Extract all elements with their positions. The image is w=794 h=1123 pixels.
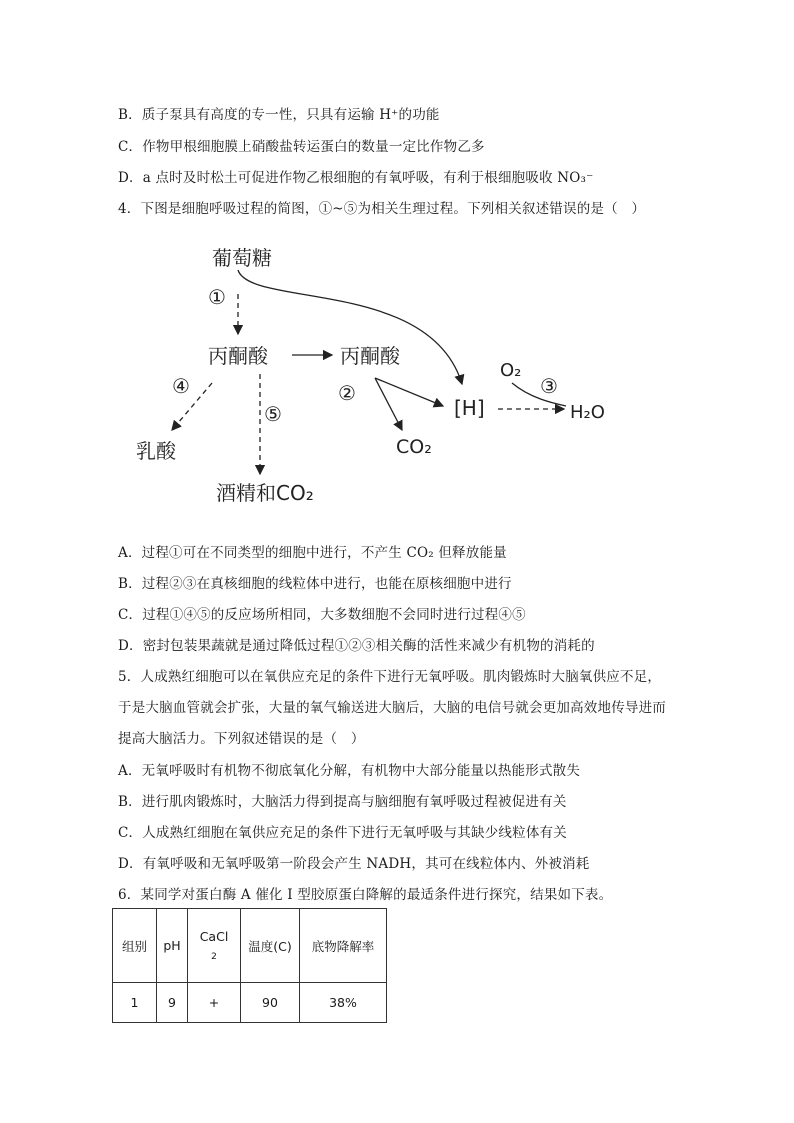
- q5-stem-line3: 提高大脑活力。下列叙述错误的是（ ）: [118, 731, 365, 747]
- arrow-pyruvate-to-co2: [375, 378, 402, 430]
- q4-option-d: D．密封包装果蔬就是通过降低过程①②③相关酶的活性来减少有机物的消耗的: [118, 638, 595, 654]
- q5-option-b: B．进行肌肉锻炼时，大脑活力得到提高与脑细胞有氧呼吸过程被促进有关: [118, 794, 567, 810]
- co2-label: CO₂: [396, 436, 432, 458]
- q5-option-a: A．无氧呼吸时有机物不彻底氧化分解，有机物中大部分能量以热能形式散失: [118, 763, 581, 779]
- q3-option-c: C．作物甲根细胞膜上硝酸盐转运蛋白的数量一定比作物乙多: [118, 139, 485, 155]
- q4-option-c: C．过程①④⑤的反应场所相同，大多数细胞不会同时进行过程④⑤: [118, 607, 526, 623]
- cell-respiration-diagram: [120, 238, 640, 518]
- q5-stem-line1: 5．人成熟红细胞可以在氧供应充足的条件下进行无氧呼吸。肌肉锻炼时大脑氧供应不足，: [118, 669, 662, 685]
- table-header-cell: pH: [157, 909, 188, 983]
- table-row: [113, 983, 387, 1023]
- q5-option-d: D．有氧呼吸和无氧呼吸第一阶段会产生 NADH，其可在线粒体内、外被消耗: [118, 856, 590, 872]
- q4-stem: 4．下图是细胞呼吸过程的简图，①~⑤为相关生理过程。下列相关叙述错误的是（ ）: [118, 201, 646, 217]
- table-header-cell: 底物降解率: [300, 909, 387, 983]
- lactic-acid-label: 乳酸: [136, 439, 176, 463]
- q4-option-b: B．过程②③在真核细胞的线粒体中进行，也能在原核细胞中进行: [118, 576, 512, 592]
- step-1: ①: [208, 285, 226, 309]
- cacl-subscript: 2: [211, 952, 217, 962]
- q6-stem: 6．某同学对蛋白酶 A 催化 I 型胶原蛋白降解的最适条件进行探究，结果如下表。: [118, 887, 613, 903]
- table-header-cacl2: [188, 909, 241, 983]
- table-cell: 38%: [300, 983, 387, 1023]
- table-header-cell: 温度(C): [241, 909, 300, 983]
- q5-stem-line2: 于是大脑血管就会扩张，大量的氧气输送进大脑后，大脑的电信号就会更加高效地传导进而: [118, 700, 666, 716]
- q6-results-table: [112, 908, 387, 1023]
- pyruvate-right-label: 丙酮酸: [340, 344, 400, 368]
- q5-option-c: C．人成熟红细胞在氧供应充足的条件下进行无氧呼吸与其缺少线粒体有关: [118, 825, 567, 841]
- step-5: ⑤: [264, 402, 282, 426]
- h-label: [H]: [454, 396, 485, 420]
- step-3: ③: [540, 374, 558, 398]
- table-cell: 90: [241, 983, 300, 1023]
- pyruvate-left-label: 丙酮酸: [208, 344, 268, 368]
- q3-option-b: B．质子泵具有高度的专一性，只具有运输 H⁺的功能: [118, 107, 440, 123]
- table-cell: 1: [113, 983, 157, 1023]
- o2-label: O₂: [500, 360, 522, 381]
- q4-option-a: A．过程①可在不同类型的细胞中进行，不产生 CO₂ 但释放能量: [118, 545, 507, 561]
- table-cell: +: [188, 983, 241, 1023]
- arrow-pyruvate-to-h: [375, 378, 443, 406]
- step-4: ④: [172, 374, 190, 398]
- table-header-row: [113, 909, 387, 983]
- alcohol-co2-label: 酒精和CO₂: [216, 481, 314, 505]
- step-2: ②: [338, 381, 356, 405]
- h2o-label: H₂O: [570, 402, 605, 423]
- cacl-label: CaCl: [199, 929, 229, 944]
- q3-option-d: D．a 点时及时松土可促进作物乙根细胞的有氧呼吸，有利于根细胞吸收 NO₃⁻: [118, 170, 594, 186]
- table-header-cell: 组别: [113, 909, 157, 983]
- table-cell: 9: [157, 983, 188, 1023]
- glucose-label: 葡萄糖: [212, 246, 272, 270]
